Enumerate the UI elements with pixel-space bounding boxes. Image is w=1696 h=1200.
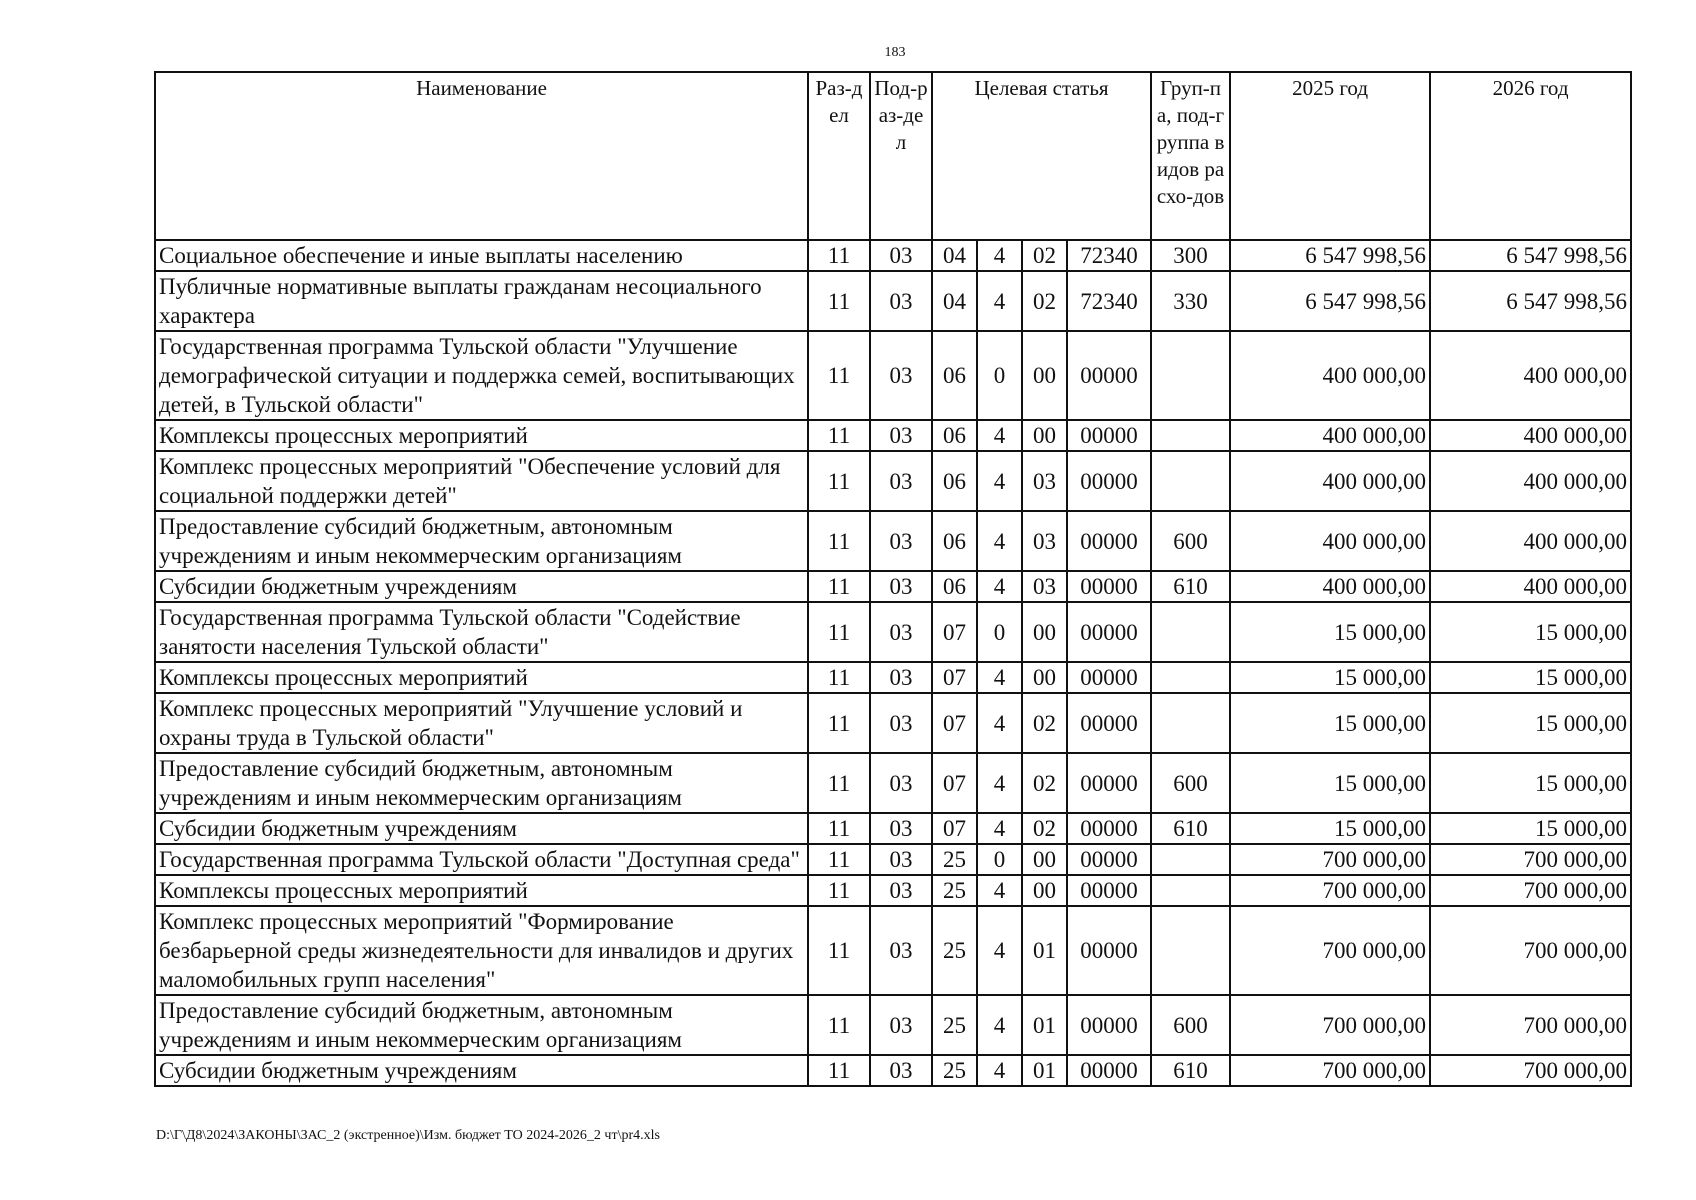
cell-razdel: 11 xyxy=(808,813,870,844)
cell-target-program: 06 xyxy=(932,511,977,571)
cell-name: Государственная программа Тульской области "Доступная среда" xyxy=(155,844,808,875)
cell-podrazdel: 03 xyxy=(870,331,932,420)
table-row xyxy=(155,571,1631,602)
cell-target-type: 4 xyxy=(977,995,1022,1055)
cell-razdel: 11 xyxy=(808,844,870,875)
cell-razdel: 11 xyxy=(808,753,870,813)
cell-amount-2026: 700 000,00 xyxy=(1430,1055,1631,1086)
cell-podrazdel: 03 xyxy=(870,602,932,662)
cell-podrazdel: 03 xyxy=(870,844,932,875)
cell-target-program: 25 xyxy=(932,995,977,1055)
cell-target-subprogram: 00 xyxy=(1022,420,1067,451)
cell-name: Субсидии бюджетным учреждениям xyxy=(155,571,808,602)
cell-target-program: 07 xyxy=(932,813,977,844)
cell-target-program: 25 xyxy=(932,875,977,906)
cell-target-subprogram: 02 xyxy=(1022,271,1067,331)
table-header-row xyxy=(155,72,1631,240)
cell-target-subprogram: 01 xyxy=(1022,1055,1067,1086)
cell-name: Комплекс процессных мероприятий "Формирование безбарьерной среды жизнедеятельности для инвалидов и других маломобильных групп населения" xyxy=(155,906,808,995)
cell-amount-2026: 6 547 998,56 xyxy=(1430,240,1631,271)
cell-amount-2026: 400 000,00 xyxy=(1430,571,1631,602)
table-row xyxy=(155,813,1631,844)
table-body xyxy=(155,240,1631,1086)
cell-razdel: 11 xyxy=(808,662,870,693)
cell-target-program: 25 xyxy=(932,906,977,995)
cell-amount-2025: 700 000,00 xyxy=(1230,906,1430,995)
table-row xyxy=(155,271,1631,331)
cell-target-program: 04 xyxy=(932,271,977,331)
cell-target-type: 0 xyxy=(977,602,1022,662)
page-number: 183 xyxy=(884,45,906,60)
cell-target-direction: 00000 xyxy=(1067,875,1151,906)
cell-target-type: 4 xyxy=(977,662,1022,693)
table-row xyxy=(155,240,1631,271)
table-row xyxy=(155,906,1631,995)
cell-target-program: 25 xyxy=(932,1055,977,1086)
table-row xyxy=(155,420,1631,451)
cell-podrazdel: 03 xyxy=(870,511,932,571)
header-expense-group: Груп-па, под-группа видов расхо-дов xyxy=(1151,72,1230,240)
cell-target-subprogram: 03 xyxy=(1022,451,1067,511)
cell-name: Публичные нормативные выплаты гражданам несоциального характера xyxy=(155,271,808,331)
cell-amount-2025: 700 000,00 xyxy=(1230,1055,1430,1086)
cell-target-type: 4 xyxy=(977,1055,1022,1086)
cell-target-direction: 00000 xyxy=(1067,813,1151,844)
table-row xyxy=(155,602,1631,662)
cell-target-direction: 00000 xyxy=(1067,331,1151,420)
cell-podrazdel: 03 xyxy=(870,1055,932,1086)
cell-target-program: 25 xyxy=(932,844,977,875)
budget-table xyxy=(154,71,1632,1087)
cell-target-subprogram: 02 xyxy=(1022,753,1067,813)
cell-expense-group: 600 xyxy=(1151,753,1230,813)
cell-amount-2026: 400 000,00 xyxy=(1430,451,1631,511)
cell-podrazdel: 03 xyxy=(870,753,932,813)
cell-target-program: 06 xyxy=(932,451,977,511)
cell-target-program: 06 xyxy=(932,571,977,602)
cell-target-direction: 00000 xyxy=(1067,995,1151,1055)
cell-expense-group: 330 xyxy=(1151,271,1230,331)
cell-amount-2025: 400 000,00 xyxy=(1230,331,1430,420)
cell-name: Комплексы процессных мероприятий xyxy=(155,875,808,906)
cell-razdel: 11 xyxy=(808,906,870,995)
footer-file-path: D:\Г\Д8\2024\ЗАКОНЫ\ЗАС_2 (экстренное)\Изм. бюджет ТО 2024-2026_2 чт\pr4.xls xyxy=(156,1128,660,1143)
cell-amount-2025: 400 000,00 xyxy=(1230,451,1430,511)
cell-name: Предоставление субсидий бюджетным, автономным учреждениям и иным некоммерческим организациям xyxy=(155,995,808,1055)
cell-name: Субсидии бюджетным учреждениям xyxy=(155,1055,808,1086)
table-row xyxy=(155,662,1631,693)
cell-target-type: 4 xyxy=(977,420,1022,451)
cell-target-program: 07 xyxy=(932,693,977,753)
cell-podrazdel: 03 xyxy=(870,693,932,753)
cell-amount-2026: 6 547 998,56 xyxy=(1430,271,1631,331)
cell-target-subprogram: 00 xyxy=(1022,662,1067,693)
cell-podrazdel: 03 xyxy=(870,875,932,906)
cell-amount-2025: 6 547 998,56 xyxy=(1230,271,1430,331)
cell-expense-group: 600 xyxy=(1151,995,1230,1055)
cell-podrazdel: 03 xyxy=(870,271,932,331)
cell-podrazdel: 03 xyxy=(870,420,932,451)
cell-name: Комплексы процессных мероприятий xyxy=(155,420,808,451)
header-name: Наименование xyxy=(155,72,808,240)
cell-expense-group xyxy=(1151,451,1230,511)
cell-amount-2025: 700 000,00 xyxy=(1230,844,1430,875)
cell-target-subprogram: 02 xyxy=(1022,693,1067,753)
cell-podrazdel: 03 xyxy=(870,240,932,271)
cell-razdel: 11 xyxy=(808,875,870,906)
table-row xyxy=(155,995,1631,1055)
header-year-2025: 2025 год xyxy=(1230,72,1430,240)
cell-name: Комплекс процессных мероприятий "Улучшение условий и охраны труда в Тульской области" xyxy=(155,693,808,753)
cell-name: Предоставление субсидий бюджетным, автономным учреждениям и иным некоммерческим организациям xyxy=(155,511,808,571)
cell-amount-2026: 400 000,00 xyxy=(1430,511,1631,571)
cell-razdel: 11 xyxy=(808,1055,870,1086)
header-podrazdel: Под-раз-дел xyxy=(870,72,932,240)
cell-name: Комплексы процессных мероприятий xyxy=(155,662,808,693)
cell-razdel: 11 xyxy=(808,995,870,1055)
cell-target-subprogram: 01 xyxy=(1022,906,1067,995)
cell-amount-2025: 15 000,00 xyxy=(1230,813,1430,844)
table-row xyxy=(155,511,1631,571)
cell-target-subprogram: 03 xyxy=(1022,511,1067,571)
cell-expense-group: 610 xyxy=(1151,571,1230,602)
table-row xyxy=(155,753,1631,813)
cell-target-direction: 00000 xyxy=(1067,906,1151,995)
cell-razdel: 11 xyxy=(808,271,870,331)
cell-target-type: 0 xyxy=(977,331,1022,420)
cell-razdel: 11 xyxy=(808,240,870,271)
cell-razdel: 11 xyxy=(808,511,870,571)
table-row xyxy=(155,451,1631,511)
cell-razdel: 11 xyxy=(808,693,870,753)
cell-podrazdel: 03 xyxy=(870,451,932,511)
cell-amount-2026: 15 000,00 xyxy=(1430,753,1631,813)
cell-amount-2026: 15 000,00 xyxy=(1430,602,1631,662)
cell-target-type: 4 xyxy=(977,271,1022,331)
table-row xyxy=(155,331,1631,420)
cell-amount-2025: 15 000,00 xyxy=(1230,753,1430,813)
cell-razdel: 11 xyxy=(808,602,870,662)
cell-podrazdel: 03 xyxy=(870,995,932,1055)
cell-target-subprogram: 00 xyxy=(1022,844,1067,875)
cell-target-type: 4 xyxy=(977,511,1022,571)
header-target-article: Целевая статья xyxy=(932,72,1151,240)
cell-target-direction: 00000 xyxy=(1067,571,1151,602)
cell-name: Предоставление субсидий бюджетным, автономным учреждениям и иным некоммерческим организациям xyxy=(155,753,808,813)
cell-target-type: 4 xyxy=(977,813,1022,844)
cell-amount-2026: 700 000,00 xyxy=(1430,995,1631,1055)
cell-target-program: 06 xyxy=(932,420,977,451)
cell-target-subprogram: 00 xyxy=(1022,602,1067,662)
table-row xyxy=(155,875,1631,906)
cell-target-program: 06 xyxy=(932,331,977,420)
table-row xyxy=(155,693,1631,753)
cell-name: Социальное обеспечение и иные выплаты населению xyxy=(155,240,808,271)
cell-amount-2025: 400 000,00 xyxy=(1230,511,1430,571)
cell-expense-group xyxy=(1151,906,1230,995)
cell-amount-2026: 400 000,00 xyxy=(1430,331,1631,420)
cell-target-type: 4 xyxy=(977,906,1022,995)
table-row xyxy=(155,1055,1631,1086)
cell-target-program: 04 xyxy=(932,240,977,271)
cell-expense-group xyxy=(1151,420,1230,451)
cell-expense-group xyxy=(1151,693,1230,753)
cell-expense-group xyxy=(1151,875,1230,906)
cell-expense-group xyxy=(1151,662,1230,693)
cell-target-direction: 72340 xyxy=(1067,240,1151,271)
cell-amount-2026: 700 000,00 xyxy=(1430,844,1631,875)
cell-target-subprogram: 02 xyxy=(1022,240,1067,271)
cell-amount-2025: 15 000,00 xyxy=(1230,693,1430,753)
cell-target-program: 07 xyxy=(932,602,977,662)
cell-amount-2025: 400 000,00 xyxy=(1230,571,1430,602)
cell-podrazdel: 03 xyxy=(870,906,932,995)
cell-expense-group: 300 xyxy=(1151,240,1230,271)
cell-target-program: 07 xyxy=(932,753,977,813)
table-row xyxy=(155,844,1631,875)
cell-amount-2026: 15 000,00 xyxy=(1430,662,1631,693)
cell-razdel: 11 xyxy=(808,420,870,451)
cell-amount-2025: 15 000,00 xyxy=(1230,662,1430,693)
cell-target-direction: 00000 xyxy=(1067,451,1151,511)
cell-target-type: 4 xyxy=(977,753,1022,813)
cell-expense-group: 610 xyxy=(1151,1055,1230,1086)
cell-razdel: 11 xyxy=(808,451,870,511)
cell-target-direction: 00000 xyxy=(1067,1055,1151,1086)
cell-amount-2025: 15 000,00 xyxy=(1230,602,1430,662)
cell-target-subprogram: 01 xyxy=(1022,995,1067,1055)
cell-podrazdel: 03 xyxy=(870,813,932,844)
header-year-2026: 2026 год xyxy=(1430,72,1631,240)
cell-target-type: 4 xyxy=(977,693,1022,753)
cell-expense-group xyxy=(1151,331,1230,420)
cell-target-type: 4 xyxy=(977,875,1022,906)
cell-amount-2025: 700 000,00 xyxy=(1230,995,1430,1055)
cell-target-direction: 00000 xyxy=(1067,511,1151,571)
cell-target-direction: 72340 xyxy=(1067,271,1151,331)
cell-podrazdel: 03 xyxy=(870,662,932,693)
cell-expense-group xyxy=(1151,844,1230,875)
cell-podrazdel: 03 xyxy=(870,571,932,602)
cell-target-program: 07 xyxy=(932,662,977,693)
cell-target-direction: 00000 xyxy=(1067,662,1151,693)
cell-name: Субсидии бюджетным учреждениям xyxy=(155,813,808,844)
cell-name: Комплекс процессных мероприятий "Обеспечение условий для социальной поддержки детей" xyxy=(155,451,808,511)
cell-expense-group: 610 xyxy=(1151,813,1230,844)
cell-target-direction: 00000 xyxy=(1067,602,1151,662)
cell-target-type: 4 xyxy=(977,451,1022,511)
header-razdel: Раз-дел xyxy=(808,72,870,240)
cell-name: Государственная программа Тульской области "Содействие занятости населения Тульской области" xyxy=(155,602,808,662)
cell-target-subprogram: 00 xyxy=(1022,331,1067,420)
cell-target-type: 4 xyxy=(977,240,1022,271)
cell-amount-2025: 700 000,00 xyxy=(1230,875,1430,906)
cell-amount-2026: 700 000,00 xyxy=(1430,906,1631,995)
cell-amount-2026: 15 000,00 xyxy=(1430,693,1631,753)
cell-target-direction: 00000 xyxy=(1067,753,1151,813)
cell-amount-2025: 6 547 998,56 xyxy=(1230,240,1430,271)
cell-target-direction: 00000 xyxy=(1067,420,1151,451)
cell-target-direction: 00000 xyxy=(1067,844,1151,875)
cell-target-type: 0 xyxy=(977,844,1022,875)
cell-target-subprogram: 00 xyxy=(1022,875,1067,906)
cell-target-type: 4 xyxy=(977,571,1022,602)
cell-target-subprogram: 02 xyxy=(1022,813,1067,844)
cell-razdel: 11 xyxy=(808,571,870,602)
cell-amount-2026: 700 000,00 xyxy=(1430,875,1631,906)
cell-expense-group xyxy=(1151,602,1230,662)
cell-amount-2026: 15 000,00 xyxy=(1430,813,1631,844)
cell-amount-2026: 400 000,00 xyxy=(1430,420,1631,451)
cell-amount-2025: 400 000,00 xyxy=(1230,420,1430,451)
cell-expense-group: 600 xyxy=(1151,511,1230,571)
cell-target-subprogram: 03 xyxy=(1022,571,1067,602)
cell-target-direction: 00000 xyxy=(1067,693,1151,753)
cell-name: Государственная программа Тульской области "Улучшение демографической ситуации и поддержка семей, воспитывающих детей, в Тульской области" xyxy=(155,331,808,420)
cell-razdel: 11 xyxy=(808,331,870,420)
